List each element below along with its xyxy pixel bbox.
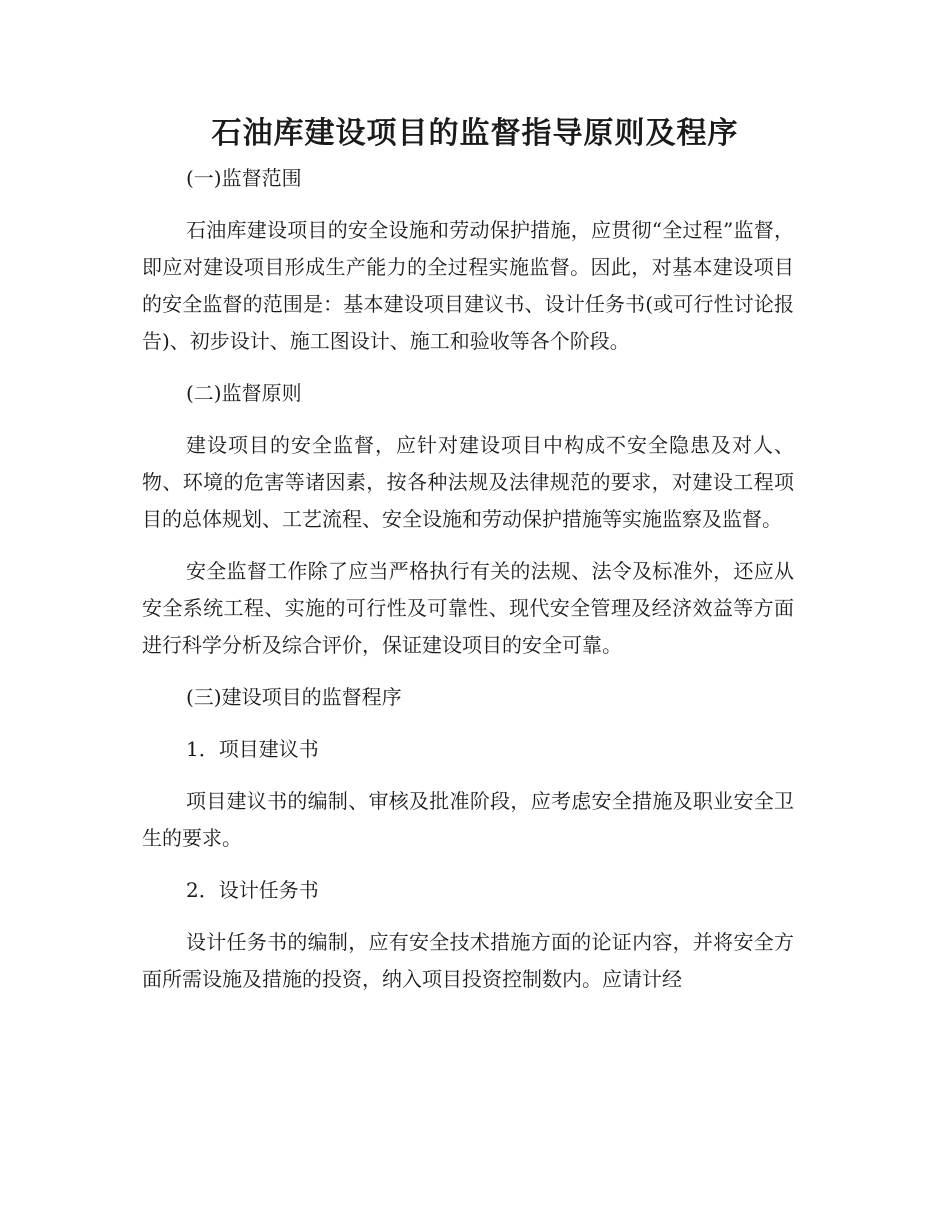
paragraph-design-task: 设计任务书的编制，应有安全技术措施方面的论证内容，并将安全方面所需设施及措施的投资，纳入项目投资控制数内。应请计经 — [142, 930, 794, 991]
paragraph-principles-1: 建设项目的安全监督，应针对建设项目中构成不安全隐患及对人、物、环境的危害等诸因素，按各种法规及法律规范的要求，对建设工程项目的总体规划、工艺流程、安全设施和劳动保护措施等实施监察及监督。 — [142, 433, 794, 531]
heading-scope: (一)监督范围 — [186, 166, 302, 190]
heading-procedure: (三)建设项目的监督程序 — [186, 685, 402, 709]
paragraph-proposal: 项目建议书的编制、审核及批准阶段，应考虑安全措施及职业安全卫生的要求。 — [142, 789, 794, 850]
document-body — [142, 160, 794, 998]
document-title: 石油库建设项目的监督指导原则及程序 — [211, 116, 739, 151]
paragraph-principles-2: 安全监督工作除了应当严格执行有关的法规、法令及标准外，还应从安全系统工程、实施的可行性及可靠性、现代安全管理及经济效益等方面进行科学分析及综合评价，保证建设项目的安全可靠。 — [142, 559, 794, 657]
paragraph-scope: 石油库建设项目的安全设施和劳动保护措施，应贯彻“全过程”监督，即应对建设项目形成生产能力的全过程实施监督。因此，对基本建设项目的安全监督的范围是：基本建设项目建议书、设计任务书(或可行性讨论报告)、初步设计、施工图设计、施工和验收等各个阶段。 — [142, 218, 794, 353]
subheading-proposal: 1．项目建议书 — [186, 737, 319, 761]
heading-principles: (二)监督原则 — [186, 381, 302, 405]
subheading-design-task: 2．设计任务书 — [186, 878, 319, 902]
